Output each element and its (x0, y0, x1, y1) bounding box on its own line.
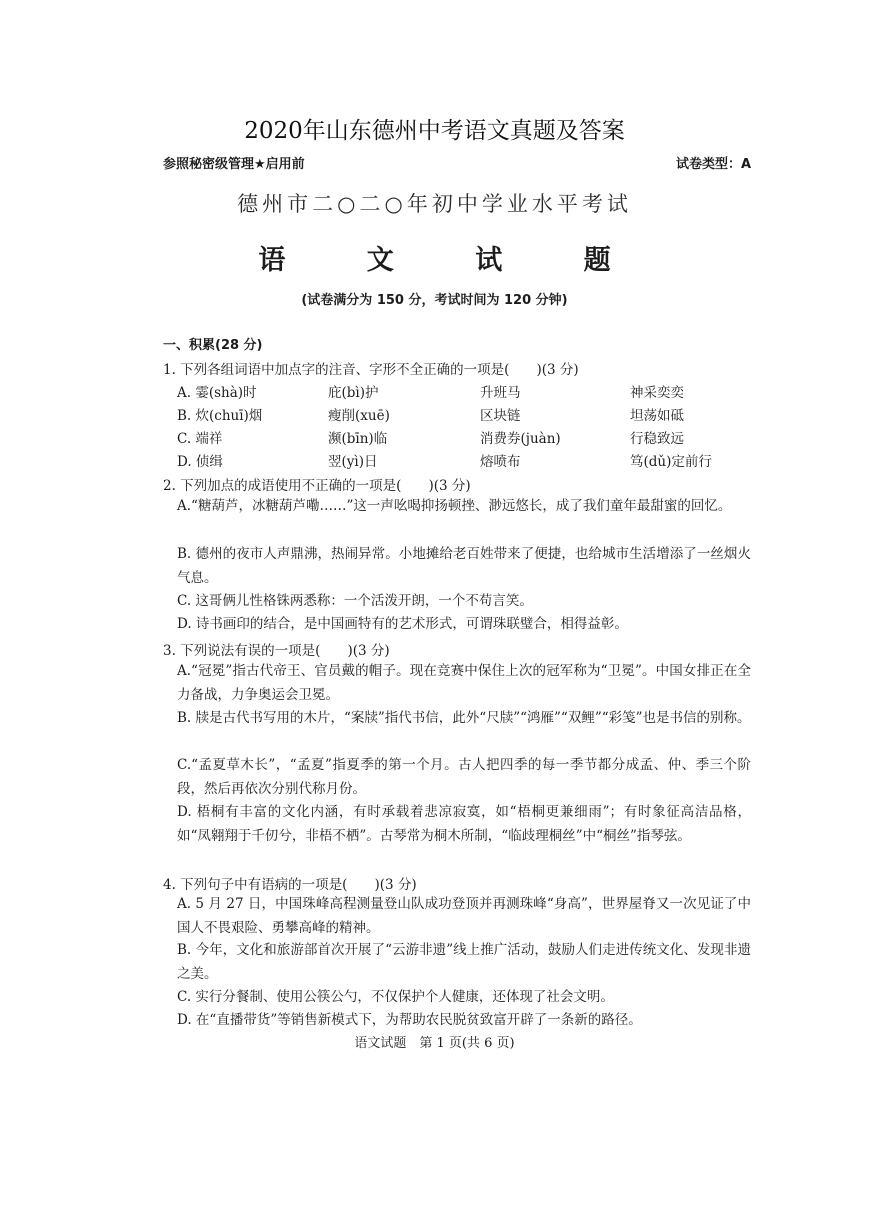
question-4-stem: 4. 下列句子中有语病的一项是( )(3 分) (163, 877, 417, 893)
q4-option-a: A. 5 月 27 日，中国珠峰高程测量登山队成功登顶并再测珠峰“身高”，世界屋脊又一次见证了中国人不畏艰险、勇攀高峰的精神。 (177, 896, 751, 936)
page-footer: 语文试题 第 1 页(共 6 页) (354, 1036, 515, 1051)
q1-option-a-1: A. 霎(shà)时 (177, 385, 257, 401)
q1-option-c-1: C. 端祥 (177, 431, 223, 447)
q1-option-a-2: 庇(bì)护 (328, 385, 379, 401)
q2-option-b: B. 德州的夜市人声鼎沸，热闹异常。小地摊给老百姓带来了便捷，也给城市生活增添了一丝烟火气息。 (177, 546, 751, 586)
q2-option-a: A.“糖葫芦，冰糖葫芦嘞……”这一声吆喝抑扬顿挫、渺远悠长，成了我们童年最甜蜜的回忆。 (177, 498, 732, 514)
q3-option-c: C.“孟夏草木长”，“孟夏”指夏季的第一个月。古人把四季的每一季节都分成孟、仲、季三个阶段，然后再依次分别代称月份。 (177, 757, 751, 797)
q2-option-c: C. 这哥俩儿性格铢两悉称：一个活泼开朗，一个不苟言笑。 (177, 593, 533, 609)
exam-note: (试卷满分为 150 分，考试时间为 120 分钟) (301, 293, 568, 308)
q3-option-b: B. 牍是古代书写用的木片，“案牍”指代书信，此外“尺牍”“鸿雁”“双鲤”“彩笺”也是书信的别称。 (177, 710, 751, 726)
q1-option-d-1: D. 侦缉 (177, 454, 223, 470)
q4-option-d: D. 在“直播带货”等销售新模式下，为帮助农民脱贫致富开辟了一条新的路径。 (177, 1012, 642, 1028)
q3-option-d: D. 梧桐有丰富的文化内涵，有时承载着悲凉寂寞，如“梧桐更兼细雨”；有时象征高洁品格，如“凤翱翔于千仞兮，非梧不栖”。古琴常为桐木所制，“临歧理桐丝”中“桐丝”指琴弦。 (177, 804, 751, 844)
q4-option-c: C. 实行分餐制、使用公筷公勺，不仅保护个人健康，还体现了社会文明。 (177, 989, 614, 1005)
q1-option-b-4: 坦荡如砥 (630, 408, 684, 424)
q1-option-c-2: 濒(bīn)临 (328, 431, 388, 447)
question-2-stem: 2. 下列加点的成语使用不正确的一项是( )(3 分) (163, 478, 471, 494)
q1-option-a-3: 升班马 (480, 385, 521, 401)
q1-option-d-3: 熔喷布 (480, 454, 521, 470)
q1-option-b-1: B. 炊(chuī)烟 (177, 408, 263, 424)
q1-option-d-4: 笃(dǔ)定前行 (630, 454, 712, 470)
subject-heading: 语 文 试 题 (258, 245, 647, 276)
document-title: 2020年山东德州中考语文真题及答案 (244, 118, 625, 144)
q1-option-b-3: 区块链 (480, 408, 521, 424)
question-1-stem: 1. 下列各组词语中加点字的注音、字形不全正确的一项是( )(3 分) (163, 362, 579, 378)
q1-option-d-2: 翌(yì)日 (328, 454, 378, 470)
q2-option-d: D. 诗书画印的结合，是中国画特有的艺术形式，可谓珠联璧合，相得益彰。 (177, 616, 628, 632)
exam-name: 德州市二○二○年初中学业水平考试 (237, 192, 632, 216)
paper-type-label: 试卷类型：A (675, 157, 751, 172)
q1-option-c-3: 消费券(juàn) (480, 431, 561, 447)
q1-option-c-4: 行稳致远 (630, 431, 684, 447)
q3-option-a: A.“冠冕”指古代帝王、官员戴的帽子。现在竞赛中保住上次的冠军称为“卫冕”。中国女排正在全力备战，力争奥运会卫冕。 (177, 663, 751, 703)
section-heading: 一、积累(28 分) (163, 338, 263, 353)
q4-option-b: B. 今年，文化和旅游部首次开展了“云游非遗”线上推广活动，鼓励人们走进传统文化、发现非遗之美。 (177, 942, 751, 982)
q1-option-a-4: 神采奕奕 (630, 385, 684, 401)
question-3-stem: 3. 下列说法有误的一项是( )(3 分) (163, 643, 390, 659)
secrecy-label: 参照秘密级管理★启用前 (163, 157, 305, 172)
q1-option-b-2: 瘦削(xuē) (328, 408, 390, 424)
